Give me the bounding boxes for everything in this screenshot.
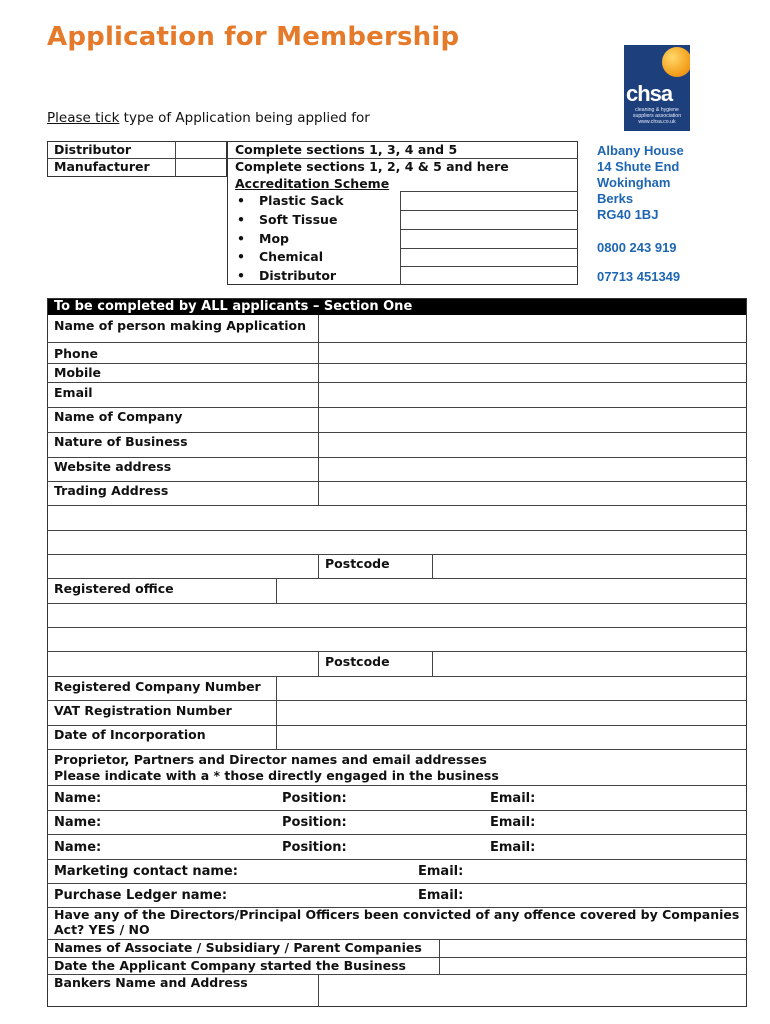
label-registered-office: Registered office [54,581,174,596]
distributor-note: Complete sections 1, 3, 4 and 5 [235,142,458,157]
scheme-box-soft-tissue[interactable] [401,211,577,228]
scheme-item-plastic-sack: • Plastic Sack [259,193,344,208]
label-position-2: Position: [282,815,347,830]
phone-field[interactable] [319,343,746,363]
label-mobile: Mobile [54,365,102,380]
applicant-name-field[interactable] [319,316,746,342]
page-title: Application for Membership [47,22,460,52]
label-purchase: Purchase Ledger name: [54,888,228,903]
phone-1: 0800 243 919 [597,240,677,255]
phone-2: 07713 451349 [597,269,681,284]
scheme-box-chemical[interactable] [401,249,577,265]
label-vat: VAT Registration Number [54,703,232,718]
incorporation-field[interactable] [277,726,746,749]
address-line-2: 14 Shute End [597,159,680,174]
scheme-item-chemical: • Chemical [259,249,323,264]
label-trading-address: Trading Address [54,483,169,498]
mobile-field[interactable] [319,364,746,382]
website-field[interactable] [319,458,746,481]
tick-box-distributor[interactable] [176,142,226,157]
scheme-item-mop: • Mop [259,231,289,246]
chsa-logo [624,45,690,131]
registered-postcode-field[interactable] [433,652,746,676]
label-phone: Phone [54,346,99,361]
tick-prompt-rest: type of Application being applied for [119,110,370,126]
label-name-3: Name: [54,840,102,855]
section-one-header: To be completed by ALL applicants – Section One [47,298,747,315]
bankers-field[interactable] [319,975,746,1006]
scheme-item-soft-tissue: • Soft Tissue [259,212,337,227]
tick-prompt [47,110,370,126]
scheme-box-plastic-sack[interactable] [401,192,577,209]
scheme-item-distributor: • Distributor [259,268,336,283]
label-convicted-1: Have any of the Directors/Principal Officers been convicted of any offence covered by Companies [54,907,740,922]
address-line-1: Albany House [597,143,684,158]
label-position-1: Position: [282,791,347,806]
tick-box-manufacturer[interactable] [176,159,226,176]
date-started-field[interactable] [440,958,746,974]
label-email-1: Email: [490,791,536,806]
registered-office-field[interactable] [277,579,746,603]
tick-prompt-underlined: Please tick [47,110,120,126]
logo-url: www.chsa.co.uk [638,119,676,125]
company-field[interactable] [319,408,746,432]
sun-icon [662,47,690,77]
label-email: Email [54,385,93,400]
label-website: Website address [54,459,172,474]
label-position-3: Position: [282,840,347,855]
label-date-started: Date the Applicant Company started the Business [54,958,406,973]
label-email-3: Email: [490,840,536,855]
address-line-3: Wokingham [597,175,671,190]
address-line-4: Berks [597,191,634,206]
label-email-2: Email: [490,815,536,830]
logo-word: chsa [626,81,673,106]
label-nature: Nature of Business [54,434,188,449]
label-marketing-email: Email: [418,864,464,879]
label-postcode-trading: Postcode [325,556,390,571]
label-purchase-email: Email: [418,888,464,903]
vat-field[interactable] [277,701,746,725]
label-reg-number: Registered Company Number [54,679,261,694]
label-incorporation: Date of Incorporation [54,727,206,742]
label-applicant-name: Name of person making Application [54,318,306,333]
type-distributor: Distributor [54,142,132,157]
accreditation-heading: Accreditation Scheme [235,176,390,191]
label-proprietor-2: Please indicate with a * those directly engaged in the business [54,768,499,783]
label-name-1: Name: [54,791,102,806]
email-field[interactable] [319,383,746,407]
reg-number-field[interactable] [277,677,746,700]
label-marketing: Marketing contact name: [54,864,238,879]
address-line-5: RG40 1BJ [597,207,659,222]
type-manufacturer: Manufacturer [54,159,150,174]
associates-field[interactable] [440,940,746,957]
label-associates: Names of Associate / Subsidiary / Parent Companies [54,940,422,955]
trading-address-field[interactable] [319,482,746,505]
label-name-2: Name: [54,815,102,830]
label-convicted-2: Act? YES / NO [54,922,150,937]
logo-subtitle [626,107,688,125]
nature-field[interactable] [319,433,746,457]
manufacturer-note: Complete sections 1, 2, 4 & 5 and here [235,159,509,174]
scheme-box-distributor[interactable] [401,267,577,284]
label-postcode-registered: Postcode [325,654,390,669]
logo-sub-text: cleaning & hygiene suppliers association [632,107,682,119]
trading-postcode-field[interactable] [433,555,746,578]
label-proprietor-1: Proprietor, Partners and Director names and email addresses [54,752,487,767]
label-bankers: Bankers Name and Address [54,975,248,990]
scheme-box-mop[interactable] [401,230,577,247]
label-company: Name of Company [54,409,183,424]
